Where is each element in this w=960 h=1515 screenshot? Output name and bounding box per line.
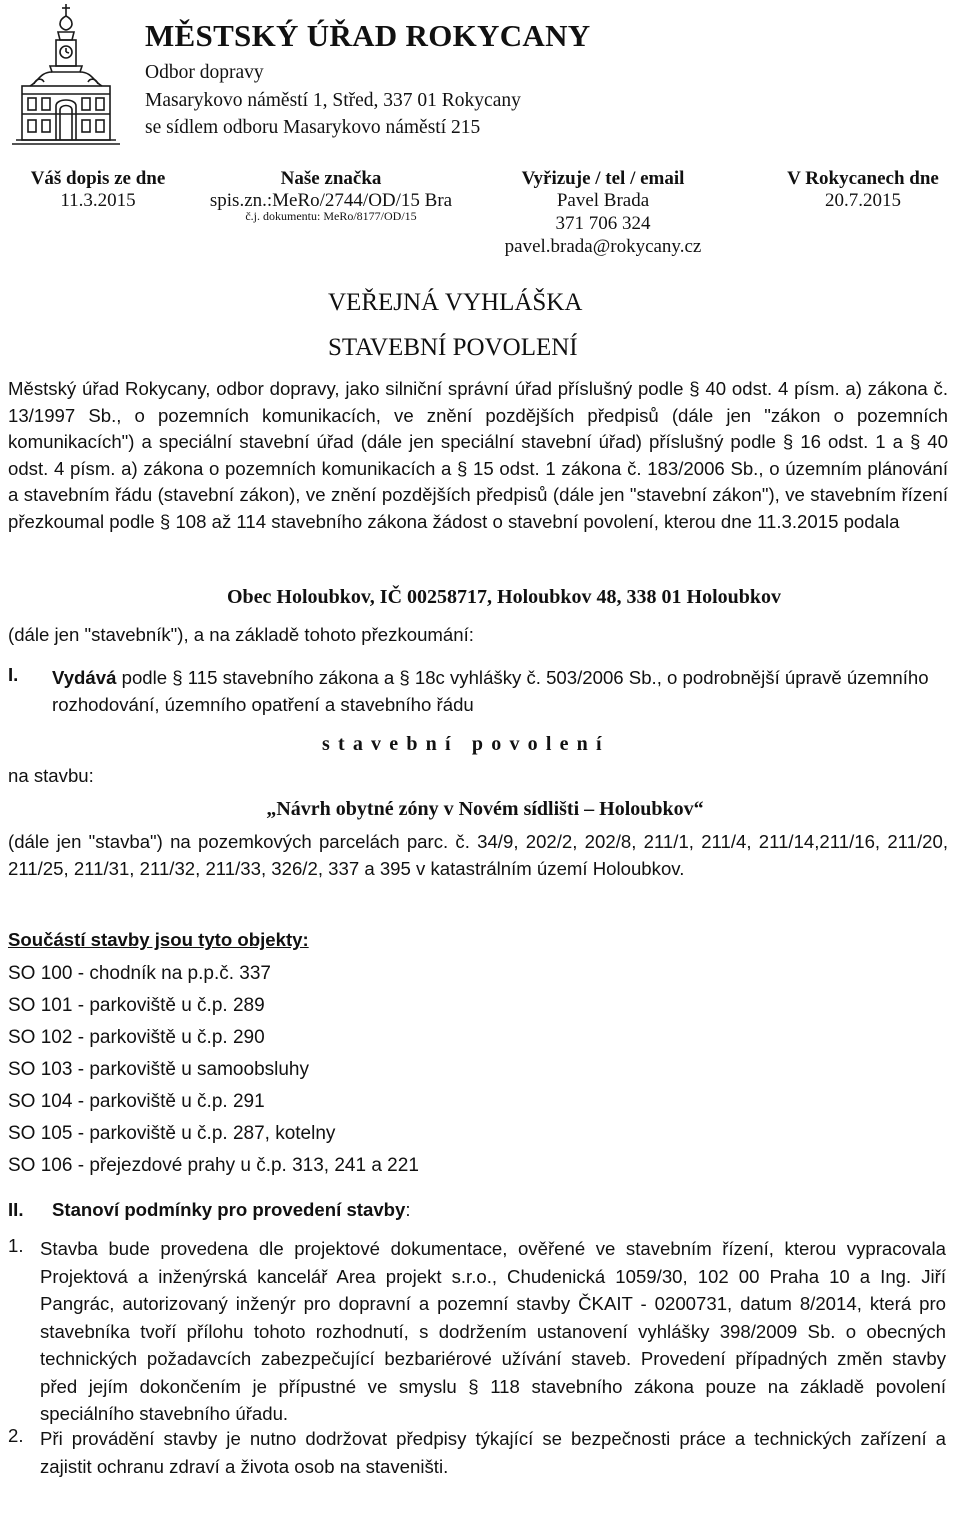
ref-col4-header: V Rokycanech dne [787, 168, 939, 189]
office-address: Masarykovo náměstí 1, Střed, 337 01 Rokycany [145, 90, 521, 111]
town-hall-logo-icon [12, 2, 120, 152]
ref-col3-phone: 371 706 324 [555, 213, 651, 234]
after-applicant-text: (dále jen "stavebník"), a na základě tohoto přezkoumání: [8, 624, 474, 645]
condition-number: 2. [8, 1425, 24, 1446]
doc-title-building-permit: STAVEBNÍ POVOLENÍ [328, 334, 578, 361]
office-title: MĚSTSKÝ ÚŘAD ROKYCANY [145, 18, 591, 53]
condition-text: Při provádění stavby je nutno dodržovat předpisy týkající se bezpečnosti práce a technických zařízení a zajistit ochranu zdraví a života osob na staveništi. [40, 1428, 946, 1477]
ref-col-handler [490, 168, 716, 258]
object-item: SO 102 - parkoviště u č.p. 290 [8, 1027, 265, 1048]
ref-col2-header: Naše značka [280, 168, 382, 189]
office-seat: se sídlem odboru Masarykovo náměstí 215 [145, 117, 481, 138]
section2-heading-block [52, 1199, 411, 1221]
ref-col2-sub: č.j. dokumentu: MeRo/8177/OD/15 [245, 209, 417, 223]
doc-title-public-notice: VEŘEJNÁ VYHLÁŠKA [328, 289, 583, 316]
ref-col3-header: Vyřizuje / tel / email [521, 168, 685, 189]
section2-number: II. [8, 1199, 24, 1220]
object-item: SO 105 - parkoviště u č.p. 287, kotelny [8, 1123, 336, 1144]
intro-paragraph: Městský úřad Rokycany, odbor dopravy, jako silniční správní úřad příslušný podle § 40 odst. 4 písm. a) zákona č. 13/1997 Sb., o pozemních komunikacích, ve znění pozdějších předpisů (dále jen "zákon o pozemních komunikacích") a speciální stavební úřad (dále jen speciální stavební úřad) příslušný podle § 16 odst. 1 a § 40 odst. 4 písm. a) zákona o pozemních komunikacích a § 15 odst. 1 zákona č. 183/2006 Sb., o územním plánování a stavebním řádu (stavební zákon), ve znění pozdějších předpisů (dále jen "stavební zákon"), ve stavebním řízení přezkoumal podle § 108 až 114 stavebního zákona žádost o stavební povolení, kterou dne 11.3.2015 podala [8, 378, 948, 532]
section2-heading: Stanoví podmínky pro provedení stavby [52, 1199, 406, 1220]
project-name: „Návrh obytné zóny v Novém sídlišti – Holoubkov“ [266, 798, 704, 820]
applicant: Obec Holoubkov, IČ 00258717, Holoubkov 48, 338 01 Holoubkov [226, 586, 781, 608]
parcels-paragraph: (dále jen "stavba") na pozemkových parcelách parc. č. 34/9, 202/2, 202/8, 211/1, 211/4, 211/14,211/16, 211/20, 211/25, 211/31, 211/32, 211/33, 326/2, 337 a 395 v katastrálním území Holoubkov. [8, 831, 948, 879]
ref-col2-value: spis.zn.:MeRo/2744/OD/15 Bra [209, 190, 453, 211]
ref-col1-value: 11.3.2015 [60, 190, 136, 211]
object-item: SO 104 - parkoviště u č.p. 291 [8, 1091, 265, 1112]
department-name: Odbor dopravy [145, 62, 264, 83]
section1-text: podle § 115 stavebního zákona a § 18c vyhlášky č. 503/2006 Sb., o podrobnější úpravě územního rozhodování, územního opatření a stavebního řádu [52, 667, 929, 715]
ref-col3-email: pavel.brada@rokycany.cz [504, 236, 702, 257]
construction-label: na stavbu: [8, 765, 94, 786]
ref-col3-name: Pavel Brada [556, 190, 650, 211]
ref-col-date [770, 168, 956, 212]
ref-col1-header: Váš dopis ze dne [30, 168, 166, 189]
section1-number: I. [8, 664, 19, 685]
section1-verb: Vydává [52, 667, 117, 688]
permit-heading: s t a v e b n í p o v o l e n í [322, 733, 604, 755]
ref-col4-value: 20.7.2015 [825, 190, 901, 211]
objects-heading: Součástí stavby jsou tyto objekty: [8, 929, 309, 950]
object-item: SO 103 - parkoviště u samoobsluhy [8, 1059, 309, 1080]
condition-text: Stavba bude provedena dle projektové dokumentace, ověřené ve stavebním řízení, kterou vypracovala Projektová a inženýrská kancelář Area projekt s.r.o., Chudenická 1059/30, 102 00 Praha 10 a Ing. Jiří Pangrác, autorizovaný inženýr pro dopravní a pozemní stavby ČKAIT - 0200731, datum 8/2014, která pro stavebníka tvoří přílohu tohoto rozhodnutí, s dodržením ustanovení vyhlášky 398/2009 Sb. o obecných technických požadavcích zabezpečující bezbariérové užívání staveb. Provedení případných změn stavby před jejím dokončením je přípustné ve smyslu § 118 stavebního zákona pouze na základě povolení speciálního stavebního úřadu. [40, 1238, 946, 1424]
condition-number: 1. [8, 1235, 24, 1256]
object-item: SO 106 - přejezdové prahy u č.p. 313, 241 a 221 [8, 1155, 419, 1176]
object-item: SO 101 - parkoviště u č.p. 289 [8, 995, 265, 1016]
section2-colon: : [405, 1199, 411, 1220]
ref-col-our-mark [196, 168, 466, 224]
object-item: SO 100 - chodník na p.p.č. 337 [8, 963, 272, 984]
ref-col-your-letter [18, 168, 178, 212]
section1-text-block [52, 664, 948, 718]
